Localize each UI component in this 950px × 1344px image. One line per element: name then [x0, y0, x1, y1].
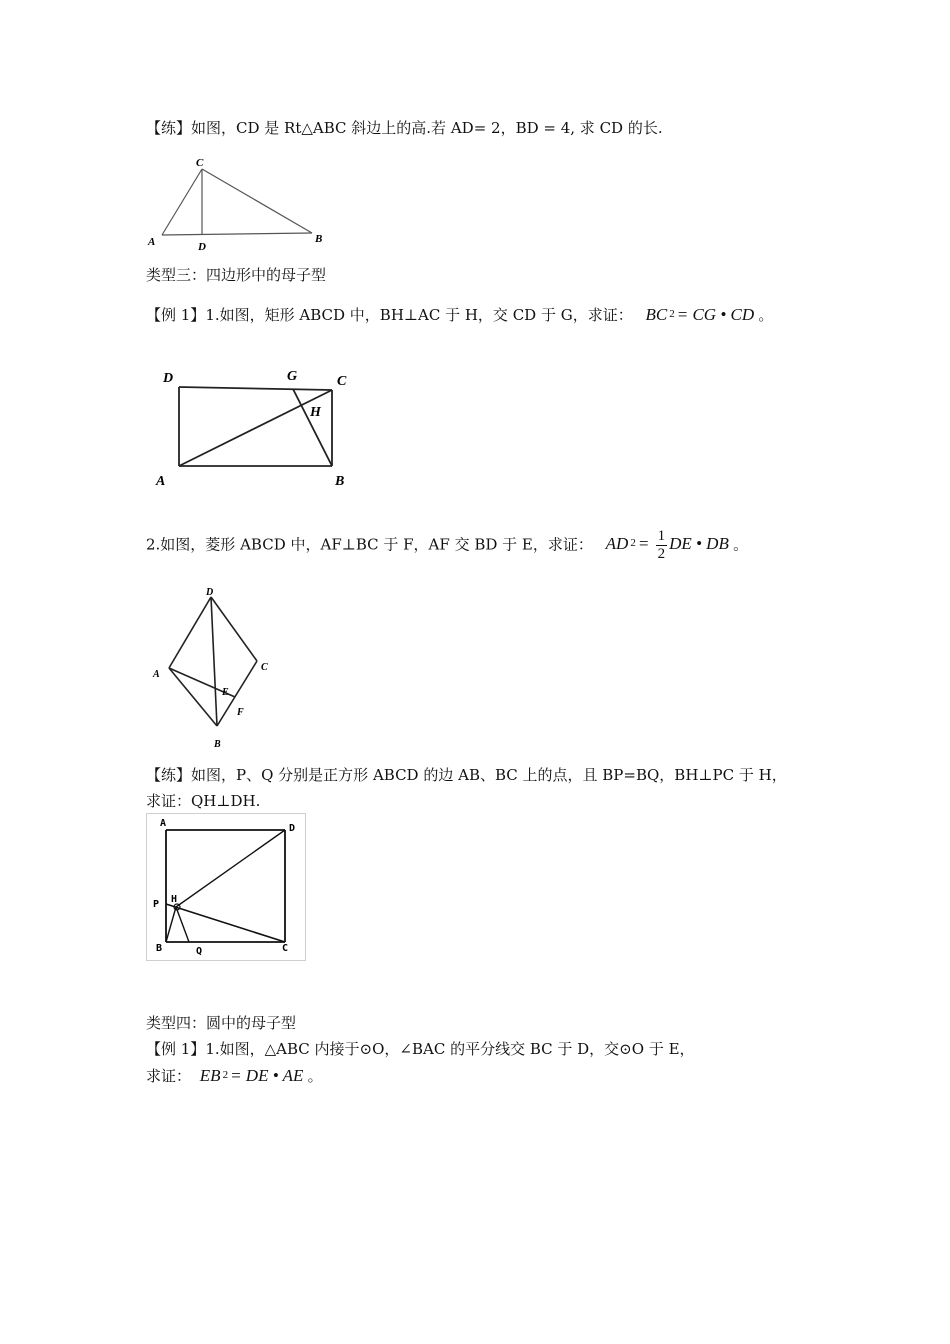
diagonal-ac [179, 390, 332, 466]
example3-line1 [146, 1039, 695, 1059]
label-b: B [156, 943, 163, 954]
figure-rectangle [150, 365, 370, 495]
edge-cb [202, 169, 312, 233]
example1-formula [646, 305, 759, 324]
label-d: D [198, 241, 206, 253]
formula-rhs: = CG • CD [676, 305, 755, 324]
label-f: F [237, 707, 244, 718]
formula-rhs: = DE • AE [230, 1066, 304, 1085]
label-e: E [222, 687, 229, 698]
label-a: A [156, 474, 166, 489]
label-c: C [282, 943, 289, 954]
label-a: A [160, 818, 167, 829]
example2-line [146, 528, 748, 563]
practice1-text: 如图，CD 是 Rt△ABC 斜边上的高.若 AD= 2，BD = 4, 求 CD 的长. [191, 119, 663, 137]
practice2-line1 [146, 765, 787, 785]
segment-pc [166, 904, 285, 942]
segment-hd [176, 830, 285, 907]
example2-text: 2.如图，菱形 ABCD 中，AF⊥BC 于 F，AF 交 BD 于 E，求证： [146, 535, 593, 554]
edge-ab [169, 668, 217, 726]
label-d: D [206, 587, 214, 598]
label-d: D [289, 823, 296, 834]
formula-rhs: DE • DB [669, 534, 729, 554]
label-b: B [214, 739, 221, 750]
example3-prefix: 【例 1】 [146, 1040, 206, 1058]
example1-text: 1.如图，矩形 ABCD 中，BH⊥AC 于 H，交 CD 于 G，求证： [205, 306, 633, 324]
practice2-line2: 求证：QH⊥DH. [146, 792, 261, 810]
edge-da [169, 597, 211, 668]
example1-end: 。 [758, 306, 774, 324]
type4-heading: 类型四：圆中的母子型 [146, 1014, 297, 1032]
formula-exp: 2 [222, 1069, 229, 1081]
label-h: H [310, 405, 321, 420]
formula-lhs: EB [199, 1066, 221, 1085]
fraction-denominator: 2 [657, 546, 666, 562]
label-a: A [153, 669, 160, 680]
practice2-text1: 如图，P、Q 分别是正方形 ABCD 的边 AB、BC 上的点，且 BP=BQ，BH⊥PC 于 H， [191, 766, 787, 784]
label-b: B [315, 233, 323, 245]
example2-formula [605, 528, 733, 562]
formula-lhs: AD [605, 534, 629, 554]
edge-ac [162, 169, 202, 235]
figure-square [147, 814, 305, 960]
label-h: H [171, 894, 178, 905]
label-d: D [163, 371, 174, 386]
formula-exp: 2 [630, 537, 636, 550]
figure-rhombus [145, 585, 285, 755]
diagonal-bd [211, 597, 217, 726]
type3-heading: 类型三：四边形中的母子型 [146, 266, 327, 284]
example2-end: 。 [733, 535, 749, 554]
label-g: G [287, 369, 298, 384]
figure-square-frame [146, 813, 306, 961]
example1-line [146, 304, 773, 325]
practice1-line [146, 118, 663, 138]
figure-right-triangle [140, 150, 340, 260]
practice2-prefix: 【练】 [146, 766, 192, 784]
example3-formula [200, 1066, 308, 1085]
label-p: P [153, 899, 160, 910]
label-c: C [337, 374, 347, 389]
edge-ab [162, 233, 312, 235]
label-c: C [261, 662, 268, 673]
example1-prefix: 【例 1】 [146, 306, 206, 324]
label-b: B [335, 474, 345, 489]
label-q: Q [196, 946, 203, 957]
label-c: C [196, 157, 204, 169]
practice1-prefix: 【练】 [146, 119, 192, 137]
fraction-numerator: 1 [657, 528, 666, 544]
edge-dc [211, 597, 257, 661]
formula-fraction [656, 528, 668, 563]
segment-hq [176, 907, 189, 942]
example3-line2 [146, 1065, 323, 1086]
formula-eq: = [637, 534, 650, 554]
formula-exp: 2 [669, 308, 675, 320]
formula-lhs: BC [645, 305, 668, 324]
edge-dc [179, 387, 332, 390]
example3-text: 1.如图，△ABC 内接于⊙O，∠BAC 的平分线交 BC 于 D，交⊙O 于 E， [205, 1040, 695, 1058]
example3-proof-label: 求证： [146, 1067, 192, 1085]
label-a: A [148, 236, 156, 248]
example3-end: 。 [307, 1067, 323, 1085]
segment-bh [166, 907, 176, 942]
